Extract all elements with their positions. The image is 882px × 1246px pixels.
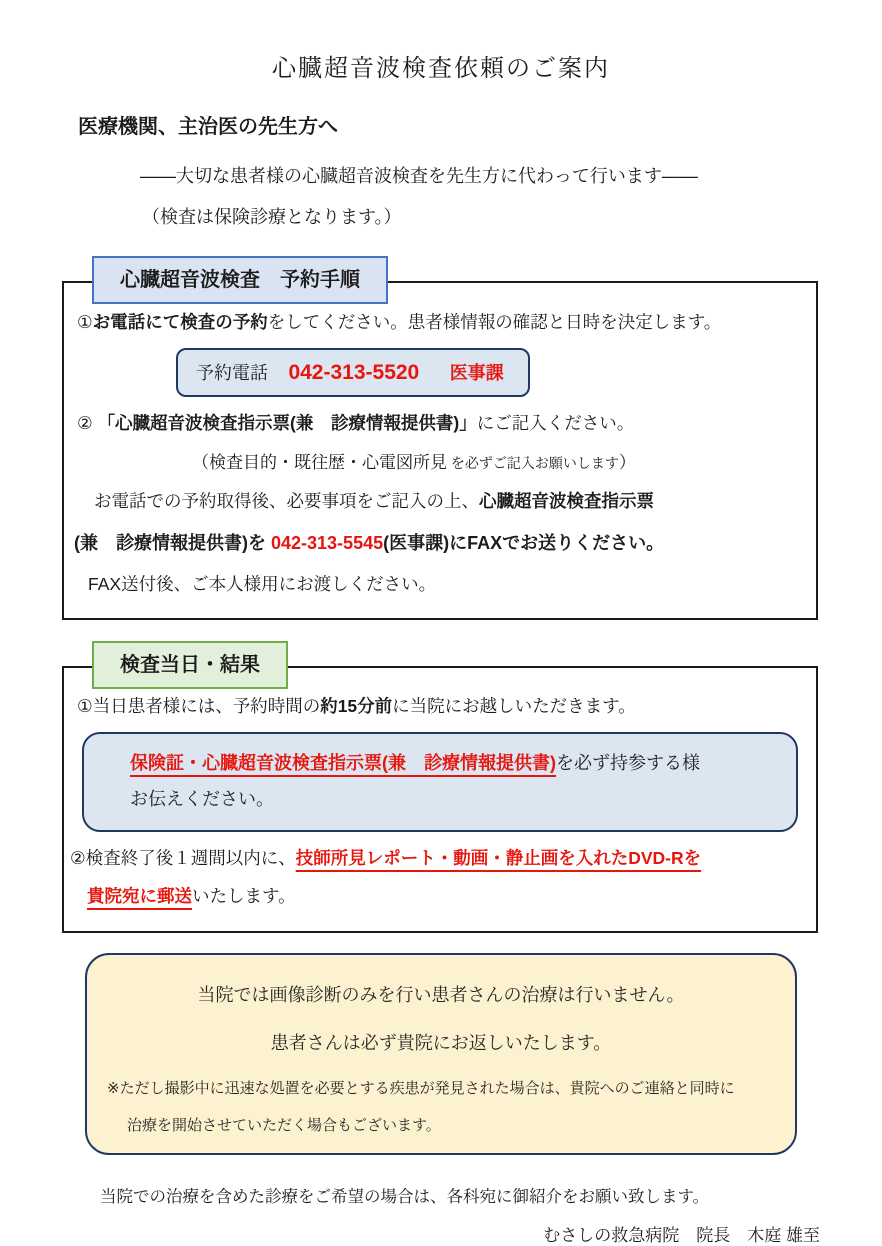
notice-line-1: 当院では画像診断のみを行い患者さんの治療は行いません。 (197, 984, 685, 1005)
exam-step1-pre: 当日患者様には、予約時間の (92, 696, 321, 717)
fax2-pre: (兼 診療情報提供書)を (74, 533, 271, 554)
phone-number: 042-313-5520 (288, 360, 420, 384)
step-number: ② (77, 412, 98, 433)
results-pre: 検査終了後１週間以内に、 (85, 847, 296, 868)
audience-heading: 医療機関、主治医の先生方へ (78, 116, 338, 138)
phone-department: 医事課 (449, 362, 504, 383)
step2-rest-text: にご記入ください。 (476, 412, 635, 433)
step1-rest-text: をしてください。患者様情報の確認と日時を決定します。 (267, 312, 722, 332)
items-to-bring-box (82, 732, 798, 832)
step1-bold-text: お電話にて検査の予約 (92, 312, 268, 332)
notice-caveat-line-2: 治療を開始させていただく場合もございます。 (127, 1116, 441, 1134)
results-step-2-line-2 (87, 884, 816, 909)
exam-day-results-section (62, 654, 818, 933)
reservation-step-2 (77, 412, 816, 436)
fax2-post: (医事課)にFAXでお送りください。 (383, 533, 665, 554)
bring-items-line2: お伝えください。 (130, 788, 274, 809)
fax-instruction-line-1 (94, 488, 816, 513)
exam-day-step-1 (77, 695, 816, 719)
fax1-regular: お電話での予約取得後、必要事項をご記入の上、 (94, 491, 479, 512)
results-red-text-1: 技師所見レポート・動画・静止画を入れたDVD-Rを (295, 847, 702, 868)
subheading: ――大切な患者様の心臓超音波検査を先生方に代わって行います―― (140, 166, 698, 186)
bring-items-rest: を必ず持参する様 (556, 752, 700, 773)
phone-label: 予約電話 (196, 362, 268, 383)
bring-items-red-text: 保険証・心臓超音波検査指示票(兼 診療情報提供書) (130, 752, 556, 773)
step-number: ② (70, 847, 86, 868)
form-fill-note-close: ） (618, 453, 636, 473)
page-title: 心臓超音波検査依頼のご案内 (272, 55, 610, 82)
exam-step1-bold: 約15分前 (320, 696, 393, 717)
reservation-procedure-section (62, 269, 818, 620)
results-rest: いたします。 (192, 886, 296, 907)
exam-day-section-header: 検査当日・結果 (92, 641, 288, 689)
step-number: ① (77, 312, 93, 332)
fax-instruction-line-3: FAX送付後、ご本人様用にお渡しください。 (88, 574, 437, 595)
reservation-step-1 (77, 311, 816, 335)
referral-note: 当院での治療を含めた診療をご希望の場合は、各科宛に御紹介をお願い致します。 (100, 1187, 710, 1206)
insurance-note: （検査は保険診療となります。） (142, 207, 402, 227)
phone-box (176, 348, 530, 397)
reservation-section-header: 心臓超音波検査 予約手順 (92, 256, 388, 304)
results-red-text-2: 貴院宛に郵送 (87, 886, 192, 907)
exam-step1-rest: に当院にお越しいただきます。 (392, 696, 636, 717)
form-fill-note (192, 448, 816, 473)
treatment-policy-notice-box (85, 953, 797, 1155)
hospital-signature: むさしの救急病院 院長 木庭 雄至 (543, 1225, 820, 1245)
step2-bold-text: 「心臓超音波検査指示票(兼 診療情報提供書)」 (97, 412, 477, 433)
fax-number: 042-313-5545 (271, 533, 384, 554)
fax1-bold: 心臓超音波検査指示票 (479, 491, 654, 512)
notice-caveat-line-1: ※ただし撮影中に迅速な処置を必要とする疾患が発見された場合は、貴院へのご連絡と同時に (107, 1079, 735, 1097)
fax-instruction-line-2 (74, 529, 816, 555)
form-fill-note-main: （検査目的・既往歴・心電図所見 (192, 453, 447, 473)
form-fill-note-small: を必ずご記入お願いします (447, 455, 619, 472)
results-step-2 (70, 846, 816, 871)
notice-line-2: 患者さんは必ず貴院にお返しいたします。 (270, 1032, 612, 1053)
step-number: ① (77, 696, 93, 717)
document-page (0, 48, 882, 1245)
